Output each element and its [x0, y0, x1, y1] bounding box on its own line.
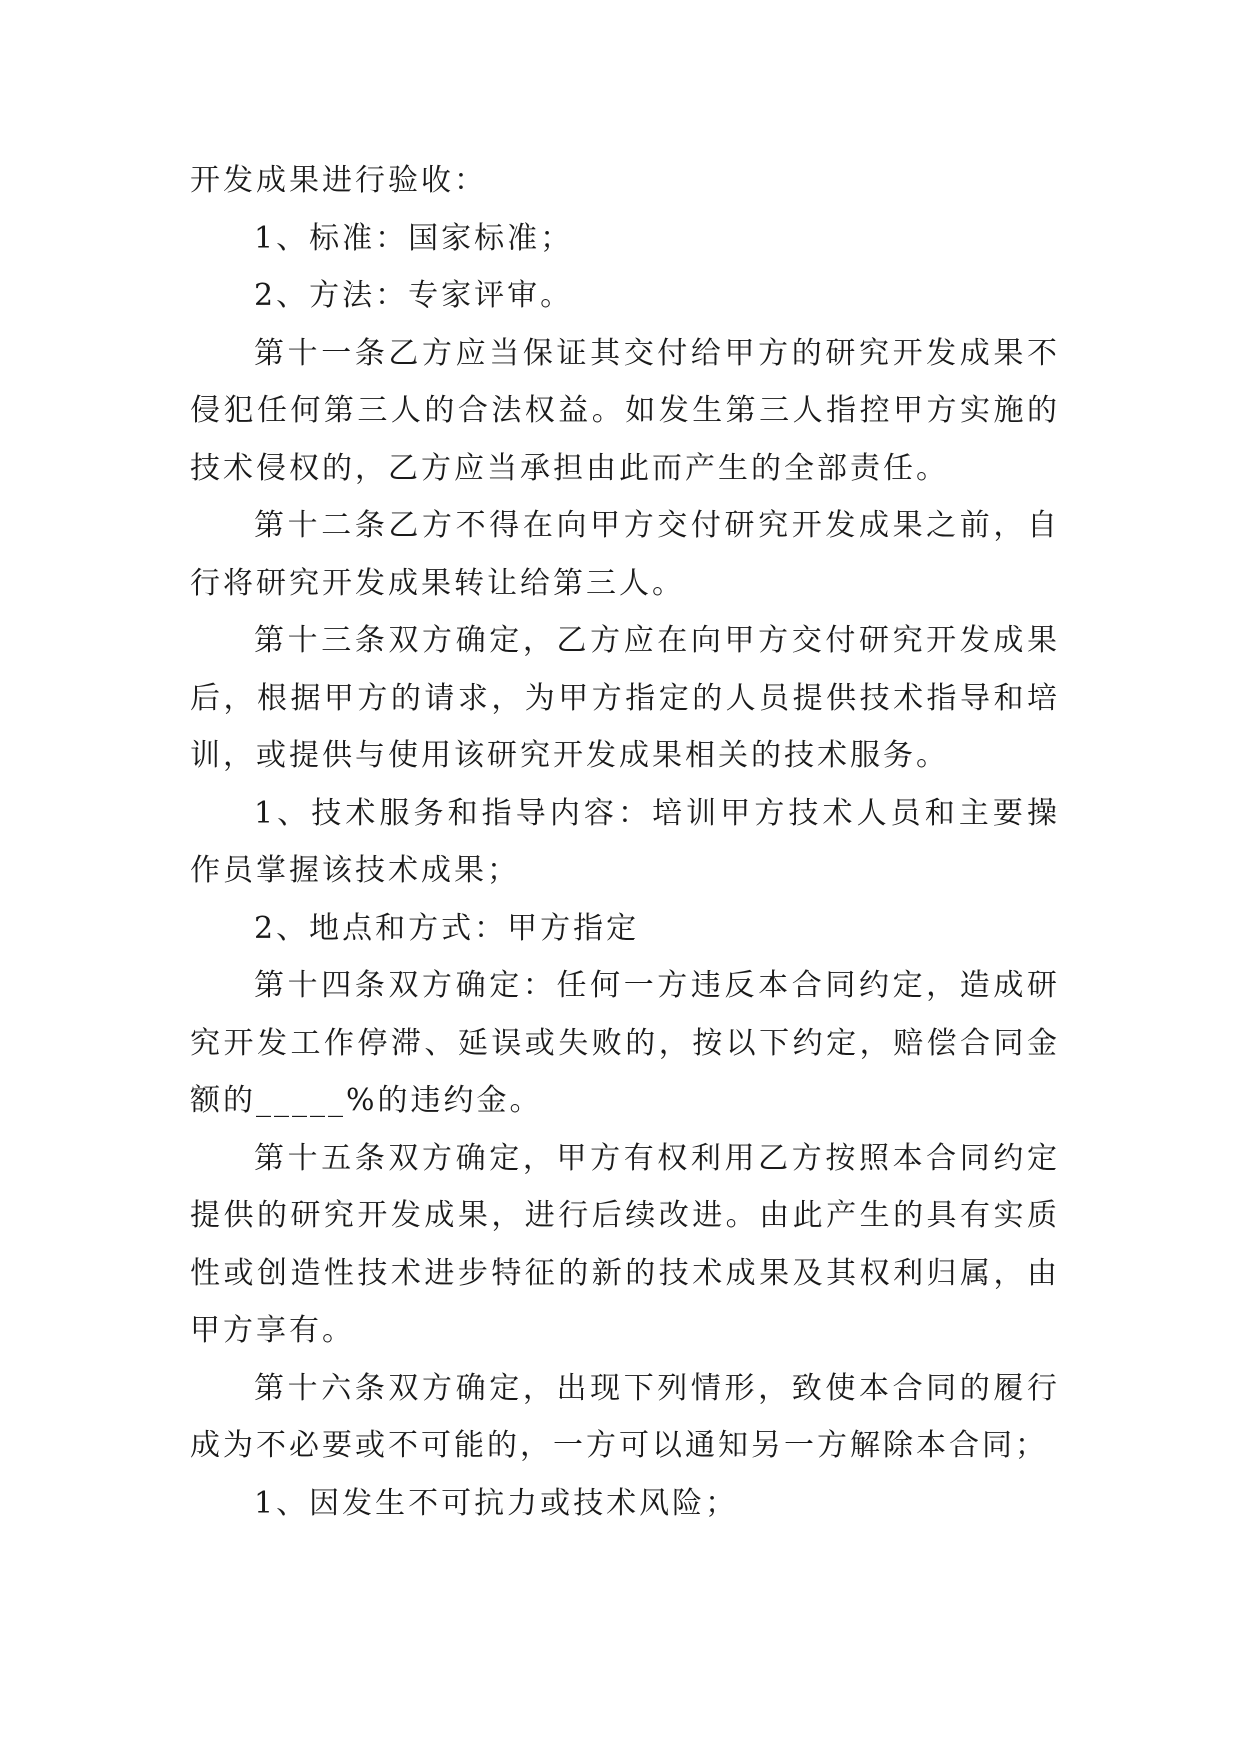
paragraph-article-16: 第十六条双方确定，出现下列情形，致使本合同的履行成为不必要或不可能的，一方可以通知另一方解除本合同；	[190, 1370, 1060, 1463]
paragraph-force-majeure: 1、因发生不可抗力或技术风险；	[254, 1485, 739, 1521]
paragraph-article-13: 第十三条双方确定，乙方应在向甲方交付研究开发成果后，根据甲方的请求，为甲方指定的人员提供技术指导和培训，或提供与使用该研究开发成果相关的技术服务。	[190, 623, 1060, 773]
paragraph-article-15: 第十五条双方确定，甲方有权利用乙方按照本合同约定提供的研究开发成果，进行后续改进。由此产生的具有实质性或创造性技术进步特征的新的技术成果及其权利归属，由甲方享有。	[190, 1140, 1060, 1348]
paragraph-location-method: 2、地点和方式：甲方指定	[254, 910, 640, 946]
document-page	[190, 152, 1060, 1532]
paragraph-standard: 1、标准：国家标准；	[254, 220, 574, 256]
paragraph-acceptance-continued: 开发成果进行验收：	[190, 163, 487, 198]
paragraph-article-14: 第十四条双方确定：任何一方违反本合同约定，造成研究开发工作停滞、延误或失败的，按以下约定，赔偿合同金额的_____%的违约金。	[190, 968, 1060, 1118]
paragraph-service-content: 1、技术服务和指导内容：培训甲方技术人员和主要操作员掌握该技术成果；	[190, 795, 1060, 888]
paragraph-article-12: 第十二条乙方不得在向甲方交付研究开发成果之前，自行将研究开发成果转让给第三人。	[190, 508, 1060, 601]
paragraph-article-11: 第十一条乙方应当保证其交付给甲方的研究开发成果不侵犯任何第三人的合法权益。如发生第三人指控甲方实施的技术侵权的，乙方应当承担由此而产生的全部责任。	[190, 335, 1060, 486]
paragraph-method: 2、方法：专家评审。	[254, 278, 574, 313]
